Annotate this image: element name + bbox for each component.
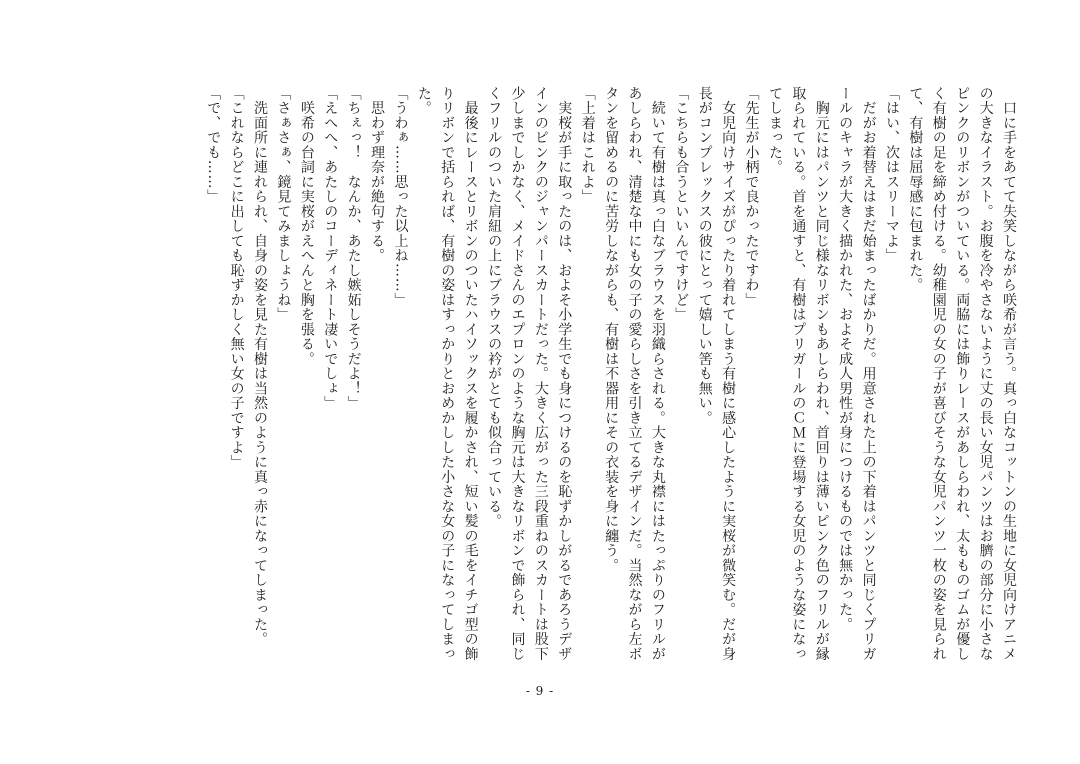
page-number: - 9 - [525,684,555,698]
paragraph: 「えへへ、あたしのコーディネート凄いでしょ」 [322,86,339,411]
paragraph: 女児向けサイズがぴったり着れてしまう有樹に感心したように実桜が微笑む。だが身長がコンプレックスの彼にとって嬉しい筈も無い。 [696,86,737,662]
paragraph: 洗面所に連れられ、自身の姿を見た有樹は当然のように真っ赤になってしまった。 [252,86,268,647]
body-text [30,86,1020,672]
paragraph: 「うわぁ……思った以上ね……」 [392,86,409,308]
paragraph: 続いて有樹は真っ白なブラウスを羽織らされる。大きな丸襟にはたっぷりのフリルがあしらわれ、清楚な中にも女の子の愛らしさを引き立てるデザインだ。当然ながら左ボタンを留めるのに苦労しながらも、有樹は不器用にその衣装を身に纏う。 [603,86,666,662]
paragraph: 「はい、次はスリーマよ」 [883,86,900,263]
paragraph: 「上着はこれよ」 [579,86,596,204]
paragraph: 実桜が手に取ったのは、およそ小学生でも身につけるのを恥ずかしがるであろうデザインのピンクのジャンパースカートだった。大きく広がった三段重ねのスカートは股下少しまでしかなく、メイドさんのエプロンのような胸元は大きなリボンで飾られ、同じくフリルのついた肩紐の上にブラウスの衿がとても似合っている。 [486,86,573,662]
paragraph: 「これならどこに出しても恥ずかしく無い女の子ですよ」 [228,86,245,470]
paragraph: 胸元にはパンツと同じ様なリボンもあしらわれ、首回りは薄いピンク色のフリルが縁取られている。首を通すと、有樹はプリガールのＣＭに登場する女児のような姿になってしまった。 [766,86,830,662]
paragraph: 最後にレースとリボンのついたハイソックスを履かされ、短い髪の毛をイチゴ型の飾りリボンで括られば、有樹の姿はすっかりとおめかしした小さな女の子になってしまった。 [415,86,479,662]
paragraph: 「こちらも合うといいんですけど」 [673,86,690,322]
paragraph: だがお着替えはまだ始まったばかりだ。用意された上の下着はパンツと同じくプリガールのキャラが大きく描かれた、およそ成人男性が身につけるものでは無かった。 [837,86,877,662]
paragraph: 「で、でも……」 [205,86,222,204]
paragraph: 「ちぇっ！ なんか、あたし嫉妬しそうだよ！」 [345,86,362,411]
paragraph: 「さぁさぁ、鏡見てみましょうね」 [275,86,292,322]
paragraph: 思わず理奈が絶句する。 [369,86,386,263]
paragraph: 口に手をあてて失笑しながら咲希が言う。真っ白なコットンの生地に女児向けアニメの大きなイラスト。お腹を冷やさないように丈の長い女児パンツはお臍の部分に小さなピンクのリボンがついている。両脇には飾りレースがあしらわれ、太もものゴムが優しく有樹の足を締め付ける。幼稚園児の女の子が喜びそうな女児パンツ一枚の姿を見られて、有樹は屈辱感に包まれた。 [907,86,1017,662]
paragraph: 「先生が小柄で良かったですわ」 [743,86,760,308]
paragraph: 咲希の台詞に実桜がえへんと胸を張る。 [298,86,315,367]
